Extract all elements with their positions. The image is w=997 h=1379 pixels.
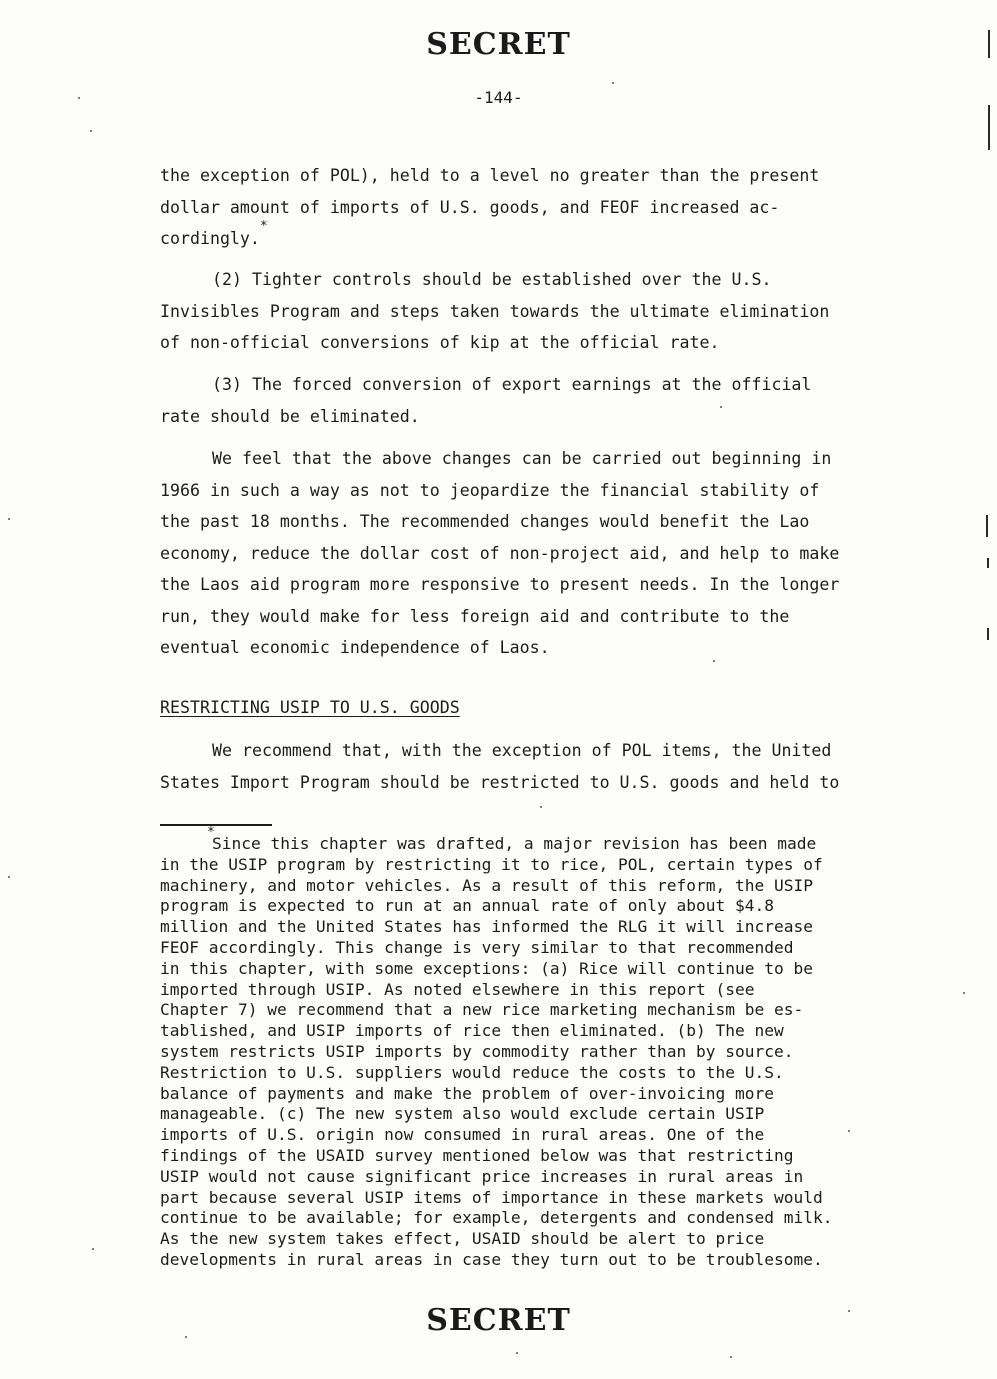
scan-speck — [963, 992, 965, 994]
scan-mark — [988, 105, 990, 150]
footnote-line: FEOF accordingly. This change is very similar to that recommended — [160, 937, 794, 957]
text-line: dollar amount of imports of U.S. goods, and FEOF increased ac- — [160, 197, 780, 217]
footnote-line: in the USIP program by restricting it to rice, POL, certain types of — [160, 854, 823, 874]
footnote — [160, 834, 880, 1271]
paragraph-4 — [160, 443, 885, 664]
classification-label-bottom: SECRET — [420, 1306, 577, 1336]
scan-mark — [988, 30, 990, 58]
footnote-line: manageable. (c) The new system also would exclude certain USIP — [160, 1104, 765, 1124]
classification-stamp-top — [0, 27, 997, 62]
footnote-line: developments in rural areas in case they turn out to be troublesome. — [160, 1249, 823, 1269]
scan-speck — [720, 406, 722, 408]
text-line: run, they would make for less foreign aid and contribute to the — [160, 606, 790, 626]
footnote-marker: * — [207, 825, 215, 840]
text-line: eventual economic independence of Laos. — [160, 638, 550, 657]
footnote-line: tablished, and USIP imports of rice then eliminated. (b) The new — [160, 1021, 784, 1041]
scan-speck — [8, 518, 10, 520]
text-line: States Import Program should be restricted to U.S. goods and held to — [160, 772, 840, 792]
page-number: -144- — [474, 88, 523, 107]
scan-speck — [92, 1248, 94, 1250]
scan-mark — [987, 628, 989, 640]
scan-speck — [848, 1310, 850, 1312]
footnote-line: As the new system takes effect, USAID should be alert to price — [160, 1229, 765, 1249]
footnote-line: part because several USIP items of importance in these markets would — [160, 1187, 823, 1207]
footnote-line: program is expected to run at an annual rate of only about $4.8 — [160, 896, 774, 916]
paragraph-3 — [160, 369, 885, 432]
text-line: We feel that the above changes can be carried out beginning in — [212, 449, 832, 468]
footnote-line: Chapter 7) we recommend that a new rice marketing mechanism be es- — [160, 1000, 804, 1020]
paragraph-1 — [160, 160, 885, 255]
footnote-line: balance of payments and make the problem of over-invoicing more — [160, 1083, 774, 1103]
scan-speck — [730, 1356, 732, 1358]
footnote-line: USIP would not cause significant price increases in rural areas in — [160, 1166, 804, 1186]
text-line — [160, 219, 885, 255]
scan-speck — [612, 82, 614, 84]
footnote-line: in this chapter, with some exceptions: (a) Rice will continue to be — [160, 958, 813, 978]
footnote-line: million and the United States has informed the RLG it will increase — [160, 917, 813, 937]
scan-speck — [78, 97, 80, 99]
text-line: economy, reduce the dollar cost of non-project aid, and help to make — [160, 543, 840, 563]
scan-speck — [90, 130, 92, 132]
scan-speck — [516, 1352, 518, 1354]
text-line: (2) Tighter controls should be established over the U.S. — [212, 270, 772, 289]
footnote-line: continue to be available; for example, detergents and condensed milk. — [160, 1208, 833, 1228]
text-line: of non-official conversions of kip at the official rate. — [160, 333, 720, 352]
footnote-marker: * — [259, 219, 268, 234]
footnote-rule — [160, 824, 272, 826]
footnote-line: findings of the USAID survey mentioned below was that restricting — [160, 1145, 794, 1165]
scan-speck — [848, 1130, 850, 1132]
text-line-content: cordingly. — [160, 229, 260, 248]
classification-label-top: SECRET — [420, 30, 577, 60]
text-line: We recommend that, with the exception of POL items, the United — [212, 741, 832, 760]
footnote-line: imports of U.S. origin now consumed in rural areas. One of the — [160, 1125, 765, 1145]
footnote-line: system restricts USIP imports by commodity rather than by source. — [160, 1041, 794, 1061]
text-line: Invisibles Program and steps taken towards the ultimate elimination — [160, 301, 830, 321]
paragraph-2 — [160, 264, 885, 359]
scan-speck — [713, 660, 715, 662]
footnote-line: Restriction to U.S. suppliers would reduce the costs to the U.S. — [160, 1062, 784, 1082]
scan-speck — [540, 806, 542, 808]
scan-speck — [185, 1336, 187, 1338]
scan-mark — [987, 558, 989, 568]
scan-mark — [986, 515, 988, 537]
section-paragraph — [160, 735, 885, 798]
scan-speck — [8, 876, 10, 878]
text-line: the Laos aid program more responsive to present needs. In the longer — [160, 575, 840, 594]
text-line: 1966 in such a way as not to jeopardize the financial stability of — [160, 480, 820, 500]
footnote-line: machinery, and motor vehicles. As a result of this reform, the USIP — [160, 875, 813, 895]
text-line: (3) The forced conversion of export earnings at the official — [212, 375, 812, 394]
text-line: the past 18 months. The recommended changes would benefit the Lao — [160, 512, 810, 531]
footnote-line: imported through USIP. As noted elsewhere in this report (see — [160, 979, 755, 999]
footnote-line: Since this chapter was drafted, a major revision has been made — [212, 834, 817, 853]
text-line: rate should be eliminated. — [160, 406, 420, 426]
text-line: the exception of POL), held to a level no greater than the present — [160, 166, 820, 185]
section-heading: RESTRICTING USIP TO U.S. GOODS — [160, 698, 460, 717]
